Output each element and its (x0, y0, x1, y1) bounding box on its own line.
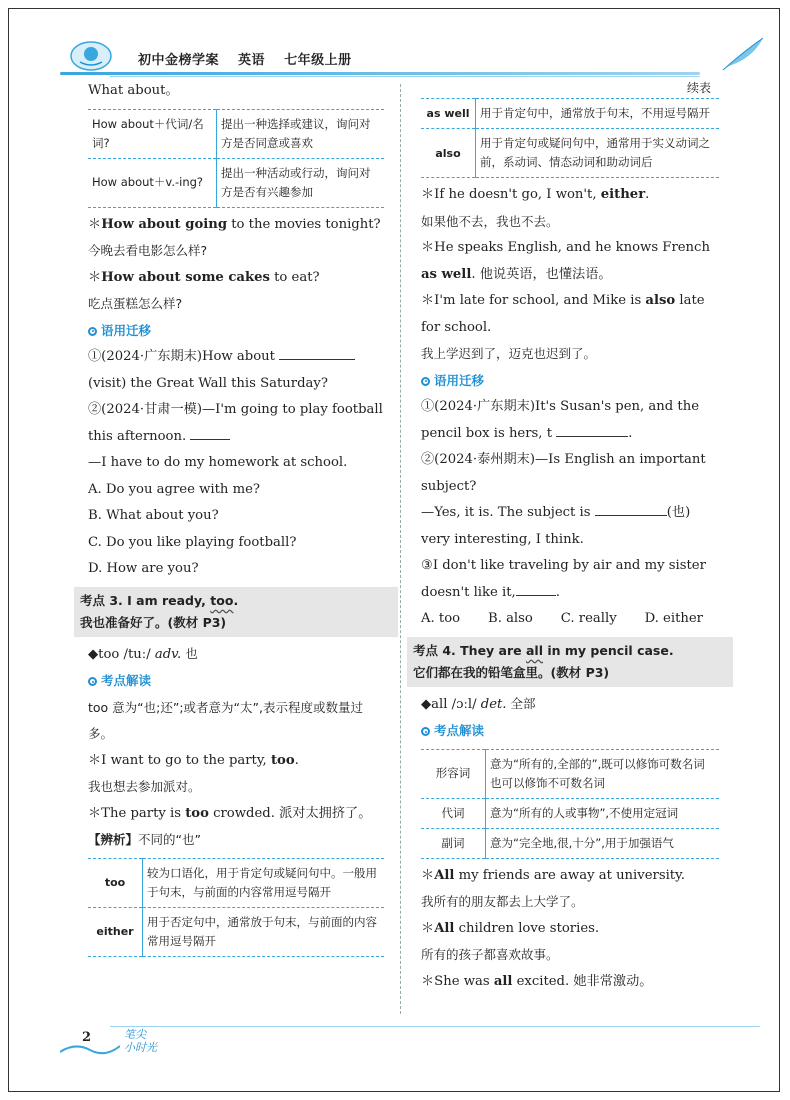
example-sentence: ＊How about some cakes to eat? (88, 269, 320, 285)
brand-line-1: 笔尖 (124, 1028, 146, 1041)
target-icon (421, 377, 430, 386)
table-key: How about＋代词/名词? (88, 109, 217, 158)
section-heading: 语用迁移 (421, 368, 719, 395)
section-heading: 语用迁移 (88, 318, 384, 345)
target-icon (88, 677, 97, 686)
grade-name: 七年级上册 (284, 53, 352, 68)
key-point-translation: 它们都在我的铅笔盒里。(教材 P3) (413, 664, 610, 680)
table-value: 意为“完全地,很,十分”,用于加强语气 (486, 828, 720, 858)
example-translation: 如果他不去，我也不去。 (421, 213, 559, 229)
table-key: How about＋v.-ing? (88, 158, 217, 207)
exercise-question-cont: (visit) the Great Wall this Saturday? (88, 375, 328, 391)
table-value: 意为“所有的,全部的”,既可以修饰可数名词也可以修饰不可数名词 (486, 749, 720, 798)
also-comparison-table-cont (421, 98, 719, 178)
answer-blank[interactable] (556, 422, 628, 437)
example-sentence: ＊He speaks English, and he knows French as well. 他说英语，也懂法语。 (421, 240, 710, 282)
example-translation: 我上学迟到了，迈克也迟到了。 (421, 346, 597, 361)
key-point-title: 考点 4. They are all in my pencil case. (413, 642, 674, 658)
answer-blank[interactable] (279, 345, 355, 360)
vocab-entry: ◆too /tuː/ adv. 也 (88, 645, 198, 662)
footer-rule (110, 1026, 760, 1027)
exercise-question: ①(2024·广东期末)It's Susan's pen, and the pencil box is hers, t . (421, 399, 700, 441)
options-row (421, 606, 719, 633)
option-c[interactable]: C. Do you like playing football? (88, 534, 297, 550)
example-sentence: ＊All my friends are away at university. (421, 867, 686, 883)
table-row (421, 798, 719, 828)
exercise-dialog: —Yes, it is. The subject is (也) very interesting, I think. (421, 500, 719, 553)
example-sentence: ＊How about going to the movies tonight? (88, 216, 381, 232)
exercise-dialog: —I have to do my homework at school. (88, 455, 348, 470)
brand-line-2: 小时光 (124, 1041, 157, 1054)
example-translation: 所有的孩子都喜欢故事。 (421, 947, 559, 962)
header-title (138, 49, 366, 68)
answer-blank[interactable] (190, 425, 230, 440)
example-sentence: ＊All children love stories. (421, 920, 600, 936)
comparison-heading: 【辨析】不同的“也” (88, 832, 201, 847)
option-d[interactable]: D. either (644, 611, 703, 626)
table-value: 提出一种活动或行动，询问对方是否有兴趣参加 (217, 158, 385, 207)
page-number: 2 (82, 1030, 92, 1045)
table-key: either (88, 907, 143, 956)
option-b[interactable]: B. also (488, 611, 533, 626)
book-logo-icon (70, 40, 112, 72)
table-value: 意为“所有的人或事物”,不使用定冠词 (486, 798, 720, 828)
example-sentence: ＊I want to go to the party, too. (88, 752, 299, 768)
all-usage-table (421, 749, 719, 859)
answer-blank[interactable] (595, 501, 667, 516)
option-a[interactable]: A. Do you agree with me? (88, 481, 260, 497)
option-d[interactable]: D. How are you? (88, 561, 199, 576)
table-value: 提出一种选择或建议，询问对方是否同意或喜欢 (217, 109, 385, 158)
header-rule (60, 72, 700, 75)
table-row (88, 158, 384, 207)
example-sentence: ＊She was all excited. 她非常激动。 (421, 973, 653, 989)
table-row (421, 828, 719, 858)
exercise-question: ②(2024·甘肃一模)—I'm going to play football this afternoon. (88, 402, 383, 444)
example-sentence: ＊If he doesn't go, I won't, either. (421, 187, 650, 202)
page-header (60, 40, 765, 74)
explanation: too 意为“也;还”;或者意为“太”,表示程度或数量过多。 (88, 699, 363, 741)
table-row (88, 907, 384, 956)
subject-name: 英语 (238, 53, 266, 68)
table-value: 较为口语化，用于肯定句或疑问句中。一般用于句末，与前面的内容常用逗号隔开 (143, 858, 385, 907)
right-column (413, 78, 719, 995)
table-key: also (421, 129, 476, 178)
example-translation: 今晚去看电影怎么样? (88, 243, 208, 258)
example-translation: 我所有的朋友都去上大学了。 (421, 894, 584, 909)
table-row (421, 749, 719, 798)
header-rule-thin (110, 76, 700, 77)
table-row (88, 858, 384, 907)
table-key: 形容词 (421, 749, 486, 798)
continued-label: 续表 (686, 81, 711, 95)
example-translation: 吃点蛋糕怎么样? (88, 296, 183, 311)
option-a[interactable]: A. too (421, 611, 461, 626)
answer-blank[interactable] (516, 581, 556, 596)
target-icon (88, 327, 97, 336)
footer-brand (124, 1028, 157, 1054)
table-key: 副词 (421, 828, 486, 858)
exercise-question: ①(2024·广东期末)How about (88, 344, 384, 371)
exercise-question: ③I don't like traveling by air and my sister doesn't like it, . (421, 558, 706, 600)
also-comparison-table (88, 858, 384, 957)
wave-icon (60, 1042, 120, 1056)
table-value: 用于肯定句或疑问句中，通常用于实义动词之前，系动词、情态动词和助动词后 (476, 129, 720, 178)
exercise-question: ②(2024·泰州期末)—Is English an important subject? (421, 452, 706, 494)
series-name: 初中金榜学案 (138, 53, 220, 68)
key-point-translation: 我也准备好了。(教材 P3) (80, 614, 227, 630)
option-c[interactable]: C. really (560, 611, 617, 626)
key-point-box (407, 637, 733, 687)
table-row (88, 109, 384, 158)
table-key: too (88, 858, 143, 907)
table-key: as well (421, 99, 476, 129)
section-heading: 考点解读 (88, 668, 384, 695)
page-footer (60, 1028, 760, 1068)
vocab-entry: ◆all /ɔːl/ det. 全部 (421, 695, 536, 712)
table-value: 用于否定句中，通常放于句末，与前面的内容常用逗号隔开 (143, 907, 385, 956)
table-value: 用于肯定句中，通常放于句末，不用逗号隔开 (476, 99, 720, 129)
table-key: 代词 (421, 798, 486, 828)
feather-icon (719, 36, 765, 72)
table-row (421, 129, 719, 178)
example-sentence: ＊The party is too crowded. 派对太拥挤了。 (88, 805, 372, 821)
target-icon (421, 727, 430, 736)
column-divider (400, 84, 401, 1014)
section-heading: 考点解读 (421, 718, 719, 745)
how-about-table (88, 109, 384, 208)
intro-line: What about。 (88, 83, 179, 98)
table-row (421, 99, 719, 129)
example-sentence: ＊I'm late for school, and Mike is also late for school. (421, 293, 705, 335)
example-translation: 我也想去参加派对。 (88, 779, 201, 794)
key-point-title: 考点 3. I am ready, too. (80, 592, 239, 608)
option-b[interactable]: B. What about you? (88, 508, 219, 523)
key-point-box (74, 587, 398, 637)
left-column (80, 78, 384, 961)
